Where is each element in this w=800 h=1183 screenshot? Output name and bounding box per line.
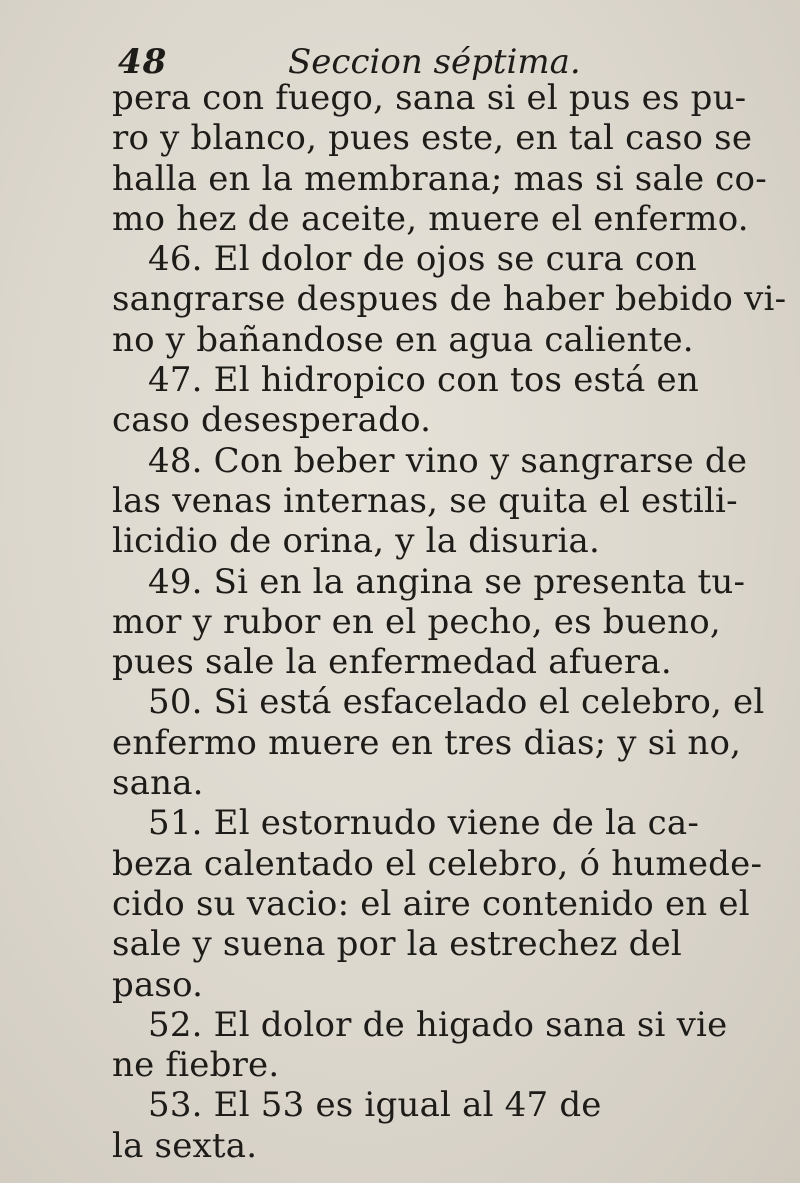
text-line: ro y blanco, pues este, en tal caso se — [112, 118, 753, 159]
text-line: sangrarse despues de haber bebido vi- — [112, 279, 787, 320]
text-line: pera con fuego, sana si el pus es pu- — [112, 78, 747, 118]
aphorism-50-start: 50. Si está esfacelado el celebro, el — [148, 682, 765, 723]
text-line: enfermo muere en tres dias; y si no, — [112, 722, 742, 763]
aphorism-52-start: 52. El dolor de higado sana si vie — [148, 1004, 728, 1045]
aphorism-51-start: 51. El estornudo viene de la ca- — [148, 803, 700, 844]
text-line: la sexta. — [112, 1125, 258, 1166]
body-text — [112, 78, 787, 1166]
running-head: Seccion séptima. — [288, 42, 581, 82]
text-line: caso desesperado. — [112, 400, 432, 441]
text-line: halla en la membrana; mas si sale co- — [112, 158, 767, 199]
text-line: paso. — [112, 964, 204, 1005]
aphorism-47-start: 47. El hidropico con tos está en — [148, 360, 699, 401]
text-line: sana. — [112, 763, 204, 804]
aphorism-48-start: 48. Con beber vino y sangrarse de — [148, 440, 748, 481]
aphorism-53-start: 53. El 53 es igual al 47 de — [148, 1085, 602, 1126]
text-line: beza calentado el celebro, ó humede- — [112, 843, 763, 884]
text-line: ne fiebre. — [112, 1045, 280, 1086]
text-line: licidio de orina, y la disuria. — [112, 521, 601, 562]
text-line: mor y rubor en el pecho, es bueno, — [112, 601, 721, 642]
text-line: pues sale la enfermedad afuera. — [112, 642, 672, 683]
text-line: sale y suena por la estrechez del — [112, 924, 682, 965]
page-number: 48 — [118, 42, 168, 82]
text-line: las venas internas, se quita el estili- — [112, 480, 738, 521]
aphorism-46-start: 46. El dolor de ojos se cura con — [148, 239, 697, 280]
text-line: mo hez de aceite, muere el enfermo. — [112, 198, 749, 239]
page-header — [118, 32, 718, 82]
text-line: no y bañandose en agua caliente. — [112, 319, 694, 360]
text-line: cido su vacio: el aire contenido en el — [112, 883, 750, 924]
aphorism-49-start: 49. Si en la angina se presenta tu- — [148, 561, 746, 602]
